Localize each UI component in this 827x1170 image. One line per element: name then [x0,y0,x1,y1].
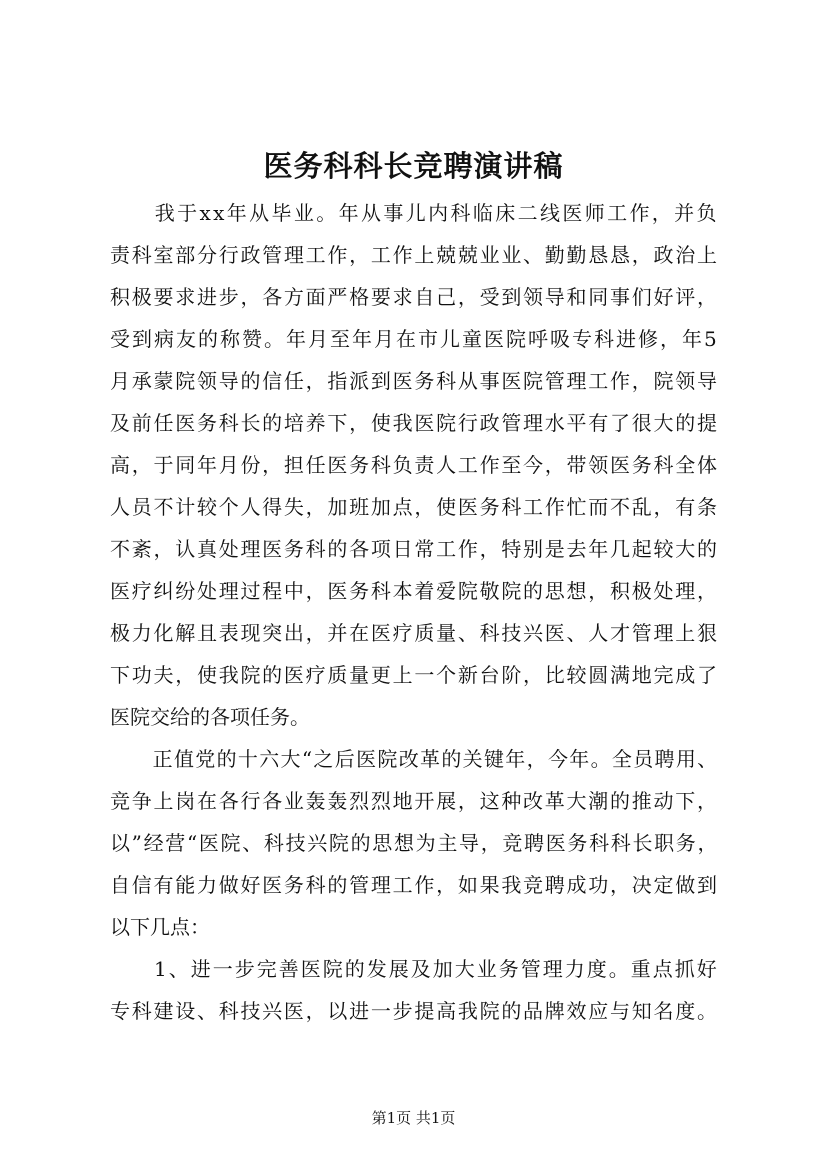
text-line: 不紊，认真处理医务科的各项日常工作，特别是去年几起较大的 [110,537,719,561]
text-line: 专科建设、科技兴医，以进一步提高我院的品牌效应与知名度。 [110,999,719,1023]
text-line: 医疗纠纷处理过程中，医务科本着爱院敬院的思想，积极处理， [110,579,719,603]
text-line: 高，于同年月份，担任医务科负责人工作至今，带领医务科全体 [110,453,719,477]
page-footer: 第1页 共1页 [371,1109,456,1127]
text-line: 积极要求进步，各方面严格要求自己，受到领导和同事们好评， [110,285,719,309]
text-line: 1、进一步完善医院的发展及加大业务管理力度。重点抓好 [110,957,719,981]
text-line: 月承蒙院领导的信任，指派到医务科从事医院管理工作，院领导 [110,369,719,393]
text-line: 人员不计较个人得失，加班加点，使医务科工作忙而不乱，有条 [110,495,719,519]
text-line: 责科室部分行政管理工作，工作上兢兢业业、勤勤恳恳，政治上 [110,243,719,267]
text-line: 受到病友的称赞。年月至年月在市儿童医院呼吸专科进修，年5 [110,327,719,351]
text-line: 以”经营“医院、科技兴院的思想为主导，竞聘医务科科长职务， [110,831,720,855]
text-line: 下功夫，使我院的医疗质量更上一个新台阶，比较圆满地完成了 [110,663,719,687]
text-line: 竞争上岗在各行各业轰轰烈烈地开展，这种改革大潮的推动下， [110,789,719,813]
text-line: 医院交给的各项任务。 [110,705,310,729]
text-line: 及前任医务科长的培养下，使我医院行政管理水平有了很大的提 [110,411,719,435]
text-line: 以下几点： [110,915,210,939]
text-line: 正值党的十六大“之后医院改革的关键年，今年。全员聘用、 [110,747,719,771]
text-line: 极力化解且表现突出，并在医疗质量、科技兴医、人才管理上狠 [110,621,719,645]
page-title: 医务科科长竞聘演讲稿 [263,149,564,183]
text-line: 我于xx年从毕业。年从事儿内科临床二线医师工作，并负 [110,201,719,225]
text-line: 自信有能力做好医务科的管理工作，如果我竞聘成功，决定做到 [110,873,719,897]
